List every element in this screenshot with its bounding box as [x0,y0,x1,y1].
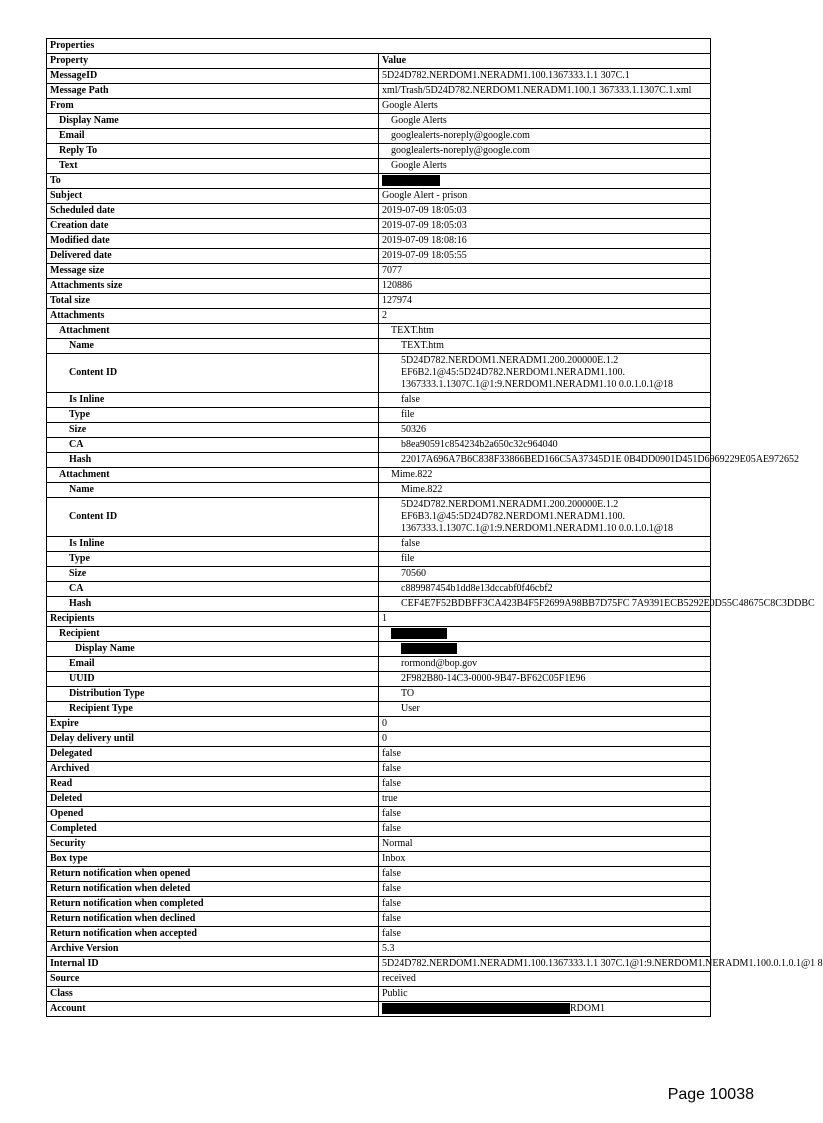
property-name: CA [47,438,379,453]
property-value: 2019-07-09 18:08:16 [379,234,711,249]
property-value: false [379,897,711,912]
property-value: googlealerts-noreply@google.com [379,144,711,159]
property-name: Reply To [47,144,379,159]
property-name: Archive Version [47,942,379,957]
property-name: Account [47,1002,379,1017]
table-row [47,249,711,264]
property-name: Internal ID [47,957,379,972]
table-row [47,498,711,537]
property-name: Type [47,408,379,423]
table-header-row [47,54,711,69]
property-name: Read [47,777,379,792]
column-header-property: Property [47,54,379,69]
property-name: Scheduled date [47,204,379,219]
property-name: From [47,99,379,114]
property-name: Modified date [47,234,379,249]
property-value: TEXT.htm [379,324,711,339]
property-value: Google Alerts [379,99,711,114]
column-header-value: Value [379,54,711,69]
redaction-block [382,175,440,186]
property-name: Return notification when declined [47,912,379,927]
value-text: RDOM1 [570,1003,606,1014]
table-row [47,84,711,99]
property-name: Source [47,972,379,987]
table-row [47,792,711,807]
property-value: 2019-07-09 18:05:03 [379,219,711,234]
property-value: Mime.822 [379,468,711,483]
property-value [379,627,711,642]
property-value: TO [379,687,711,702]
property-value: 2019-07-09 18:05:03 [379,204,711,219]
property-name: To [47,174,379,189]
table-row [47,1002,711,1017]
table-row [47,552,711,567]
table-row [47,747,711,762]
table-row [47,114,711,129]
redaction-block [401,643,457,654]
property-name: Type [47,552,379,567]
property-value: true [379,792,711,807]
property-name: Delegated [47,747,379,762]
property-name: UUID [47,672,379,687]
property-name: Box type [47,852,379,867]
property-value: false [379,762,711,777]
table-row [47,642,711,657]
value-line: 1367333.1.1307C.1@1:9.NERDOM1.NERADM1.10 0.0.1.0.1@18 [401,379,674,390]
property-name: Security [47,837,379,852]
property-value [379,498,711,537]
table-row [47,822,711,837]
table-row [47,657,711,672]
table-row [47,732,711,747]
properties-document [46,38,823,1017]
table-row [47,897,711,912]
value-line: 1367333.1.1307C.1@1:9.NERDOM1.NERADM1.10 0.0.1.0.1@18 [401,523,674,534]
property-value: 127974 [379,294,711,309]
property-value: received [379,972,711,987]
property-value: file [379,552,711,567]
property-name: Hash [47,597,379,612]
property-name: Recipients [47,612,379,627]
property-value [379,174,711,189]
property-name: Recipient [47,627,379,642]
value-line: 5D24D782.NERDOM1.NERADM1.200.200000E.1.2 [401,499,619,510]
table-row [47,912,711,927]
property-name: Is Inline [47,537,379,552]
property-value [379,642,711,657]
property-name: Text [47,159,379,174]
property-name: Class [47,987,379,1002]
property-name: Attachments size [47,279,379,294]
property-value: 1 [379,612,711,627]
property-value: false [379,867,711,882]
property-name: Name [47,483,379,498]
table-row [47,762,711,777]
property-name: Subject [47,189,379,204]
property-value: Google Alert - prison [379,189,711,204]
property-name: Return notification when accepted [47,927,379,942]
property-name: Completed [47,822,379,837]
property-name: Attachment [47,468,379,483]
property-value [379,1002,711,1017]
property-value: TEXT.htm [379,339,711,354]
property-value: false [379,882,711,897]
property-name: Message Path [47,84,379,99]
table-row [47,69,711,84]
table-row [47,144,711,159]
property-value: false [379,912,711,927]
property-value: b8ea90591c854234b2a650c32c964040 [379,438,711,453]
property-value: file [379,408,711,423]
property-name: Return notification when deleted [47,882,379,897]
table-row [47,972,711,987]
table-row [47,627,711,642]
property-name: Display Name [47,114,379,129]
table-row [47,612,711,627]
table-row [47,987,711,1002]
property-value: false [379,807,711,822]
property-value: xml/Trash/5D24D782.NERDOM1.NERADM1.100.1 367333.1.1307C.1.xml [379,84,711,99]
property-name: Archived [47,762,379,777]
table-row [47,423,711,438]
property-value [379,354,711,393]
value-line: EF6B3.1@45:5D24D782.NERDOM1.NERADM1.100. [401,511,625,522]
property-value: googlealerts-noreply@google.com [379,129,711,144]
properties-table [46,38,823,1017]
property-name: CA [47,582,379,597]
table-row [47,354,711,393]
table-row [47,99,711,114]
table-row [47,597,711,612]
property-name: Attachments [47,309,379,324]
property-name: Content ID [47,354,379,393]
property-name: Creation date [47,219,379,234]
property-name: Email [47,129,379,144]
table-row [47,309,711,324]
property-value: 22017A696A7B6C838F33866BED166C5A37345D1E 0B4DD0901D451D6969229E05AE972652 [379,453,711,468]
property-value: Google Alerts [379,159,711,174]
table-row [47,537,711,552]
table-title: Properties [47,39,711,54]
property-value: 0 [379,717,711,732]
table-row [47,324,711,339]
table-row [47,129,711,144]
table-row [47,234,711,249]
table-row [47,807,711,822]
property-value: CEF4E7F52BDBFF3CA423B4F5F2699A98BB7D75FC 7A9391ECB5292E0D55C48675C8C3DDBC [379,597,711,612]
property-name: MessageID [47,69,379,84]
property-value: 5.3 [379,942,711,957]
property-value: 70560 [379,567,711,582]
table-row [47,702,711,717]
property-value: 2F982B80-14C3-0000-9B47-BF62C05F1E96 [379,672,711,687]
redaction-block [382,1003,570,1014]
table-row [47,837,711,852]
table-row [47,672,711,687]
page-number: Page 10038 [667,1086,754,1103]
table-row [47,777,711,792]
property-value: Mime.822 [379,483,711,498]
property-value: false [379,822,711,837]
table-row [47,204,711,219]
property-value: false [379,777,711,792]
property-value: Normal [379,837,711,852]
property-name: Size [47,567,379,582]
table-row [47,867,711,882]
table-row [47,408,711,423]
property-name: Delivered date [47,249,379,264]
table-row [47,468,711,483]
property-value: 5D24D782.NERDOM1.NERADM1.100.1367333.1.1 307C.1@1:9.NERDOM1.NERADM1.100.0.1.0.1@1 8 [379,957,711,972]
table-row [47,393,711,408]
table-row [47,852,711,867]
table-title-row [47,39,711,54]
property-name: Display Name [47,642,379,657]
property-name: Deleted [47,792,379,807]
table-row [47,882,711,897]
property-value: Google Alerts [379,114,711,129]
table-row [47,174,711,189]
table-row [47,279,711,294]
table-row [47,339,711,354]
property-value: 50326 [379,423,711,438]
property-value: false [379,927,711,942]
property-value: Inbox [379,852,711,867]
property-value: User [379,702,711,717]
table-row [47,219,711,234]
property-name: Return notification when opened [47,867,379,882]
table-row [47,438,711,453]
property-name: Total size [47,294,379,309]
property-name: Distribution Type [47,687,379,702]
property-name: Opened [47,807,379,822]
property-name: Return notification when completed [47,897,379,912]
value-line: 5D24D782.NERDOM1.NERADM1.200.200000E.1.2 [401,355,619,366]
property-value: 7077 [379,264,711,279]
table-row [47,567,711,582]
table-row [47,942,711,957]
table-row [47,927,711,942]
property-name: Hash [47,453,379,468]
table-row [47,582,711,597]
table-row [47,957,711,972]
property-name: Size [47,423,379,438]
table-row [47,687,711,702]
property-value: 0 [379,732,711,747]
property-name: Message size [47,264,379,279]
property-name: Attachment [47,324,379,339]
property-name: Email [47,657,379,672]
table-row [47,483,711,498]
property-name: Delay delivery until [47,732,379,747]
property-name: Recipient Type [47,702,379,717]
property-name: Name [47,339,379,354]
table-row [47,159,711,174]
property-value: 5D24D782.NERDOM1.NERADM1.100.1367333.1.1 307C.1 [379,69,711,84]
table-row [47,717,711,732]
table-row [47,264,711,279]
property-value: false [379,747,711,762]
table-row [47,294,711,309]
property-value: 120886 [379,279,711,294]
property-value: false [379,537,711,552]
property-value: false [379,393,711,408]
property-name: Expire [47,717,379,732]
property-value: c889987454b1dd8e13dccabf0f46cbf2 [379,582,711,597]
property-name: Content ID [47,498,379,537]
property-value: 2 [379,309,711,324]
property-value: 2019-07-09 18:05:55 [379,249,711,264]
property-value: rormond@bop.gov [379,657,711,672]
property-name: Is Inline [47,393,379,408]
value-line: EF6B2.1@45:5D24D782.NERDOM1.NERADM1.100. [401,367,625,378]
redaction-block [391,628,447,639]
table-row [47,453,711,468]
table-row [47,189,711,204]
property-value: Public [379,987,711,1002]
